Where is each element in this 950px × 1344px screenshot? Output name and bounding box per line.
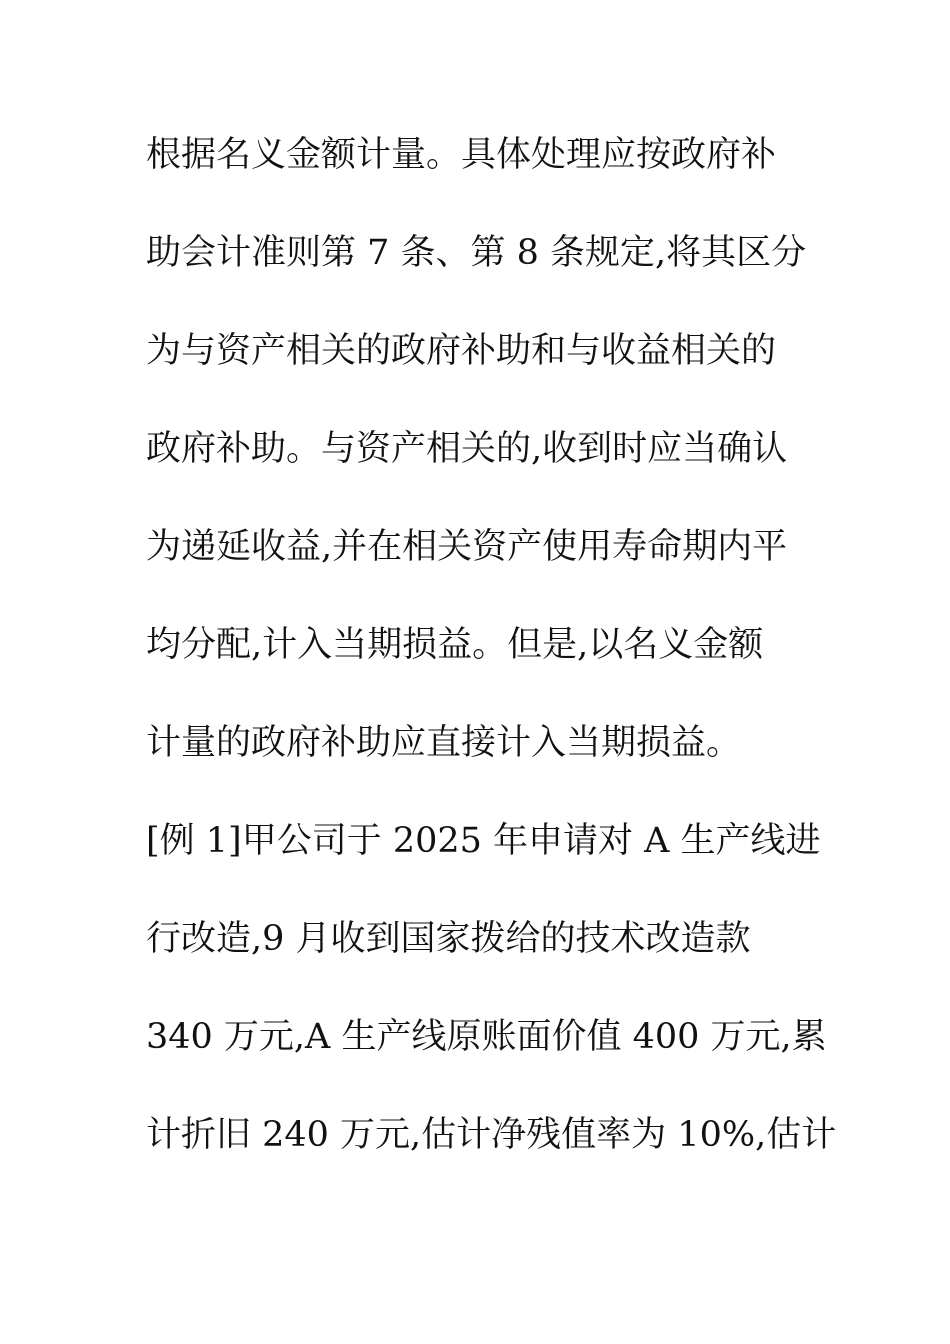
paragraph-line: 340 万元,A 生产线原账面价值 400 万元,累 [146,1017,827,1057]
paragraph-line: 计折旧 240 万元,估计净残值率为 10%,估计 [146,1115,837,1155]
paragraph-line: 为递延收益,并在相关资产使用寿命期内平 [146,527,788,567]
paragraph-line: 为与资产相关的政府补助和与收益相关的 [146,331,777,371]
paragraph-line: 行改造,9 月收到国家拨给的技术改造款 [146,919,751,959]
paragraph-line: 助会计准则第 7 条、第 8 条规定,将其区分 [146,233,807,273]
paragraph-line: 计量的政府补助应直接计入当期损益。 [146,723,742,763]
paragraph-line: 根据名义金额计量。具体处理应按政府补 [146,135,777,175]
example-heading-line: [例 1]甲公司于 2025 年申请对 A 生产线进 [146,821,821,861]
paragraph-line: 均分配,计入当期损益。但是,以名义金额 [146,625,764,665]
paragraph-line: 政府补助。与资产相关的,收到时应当确认 [146,429,788,469]
